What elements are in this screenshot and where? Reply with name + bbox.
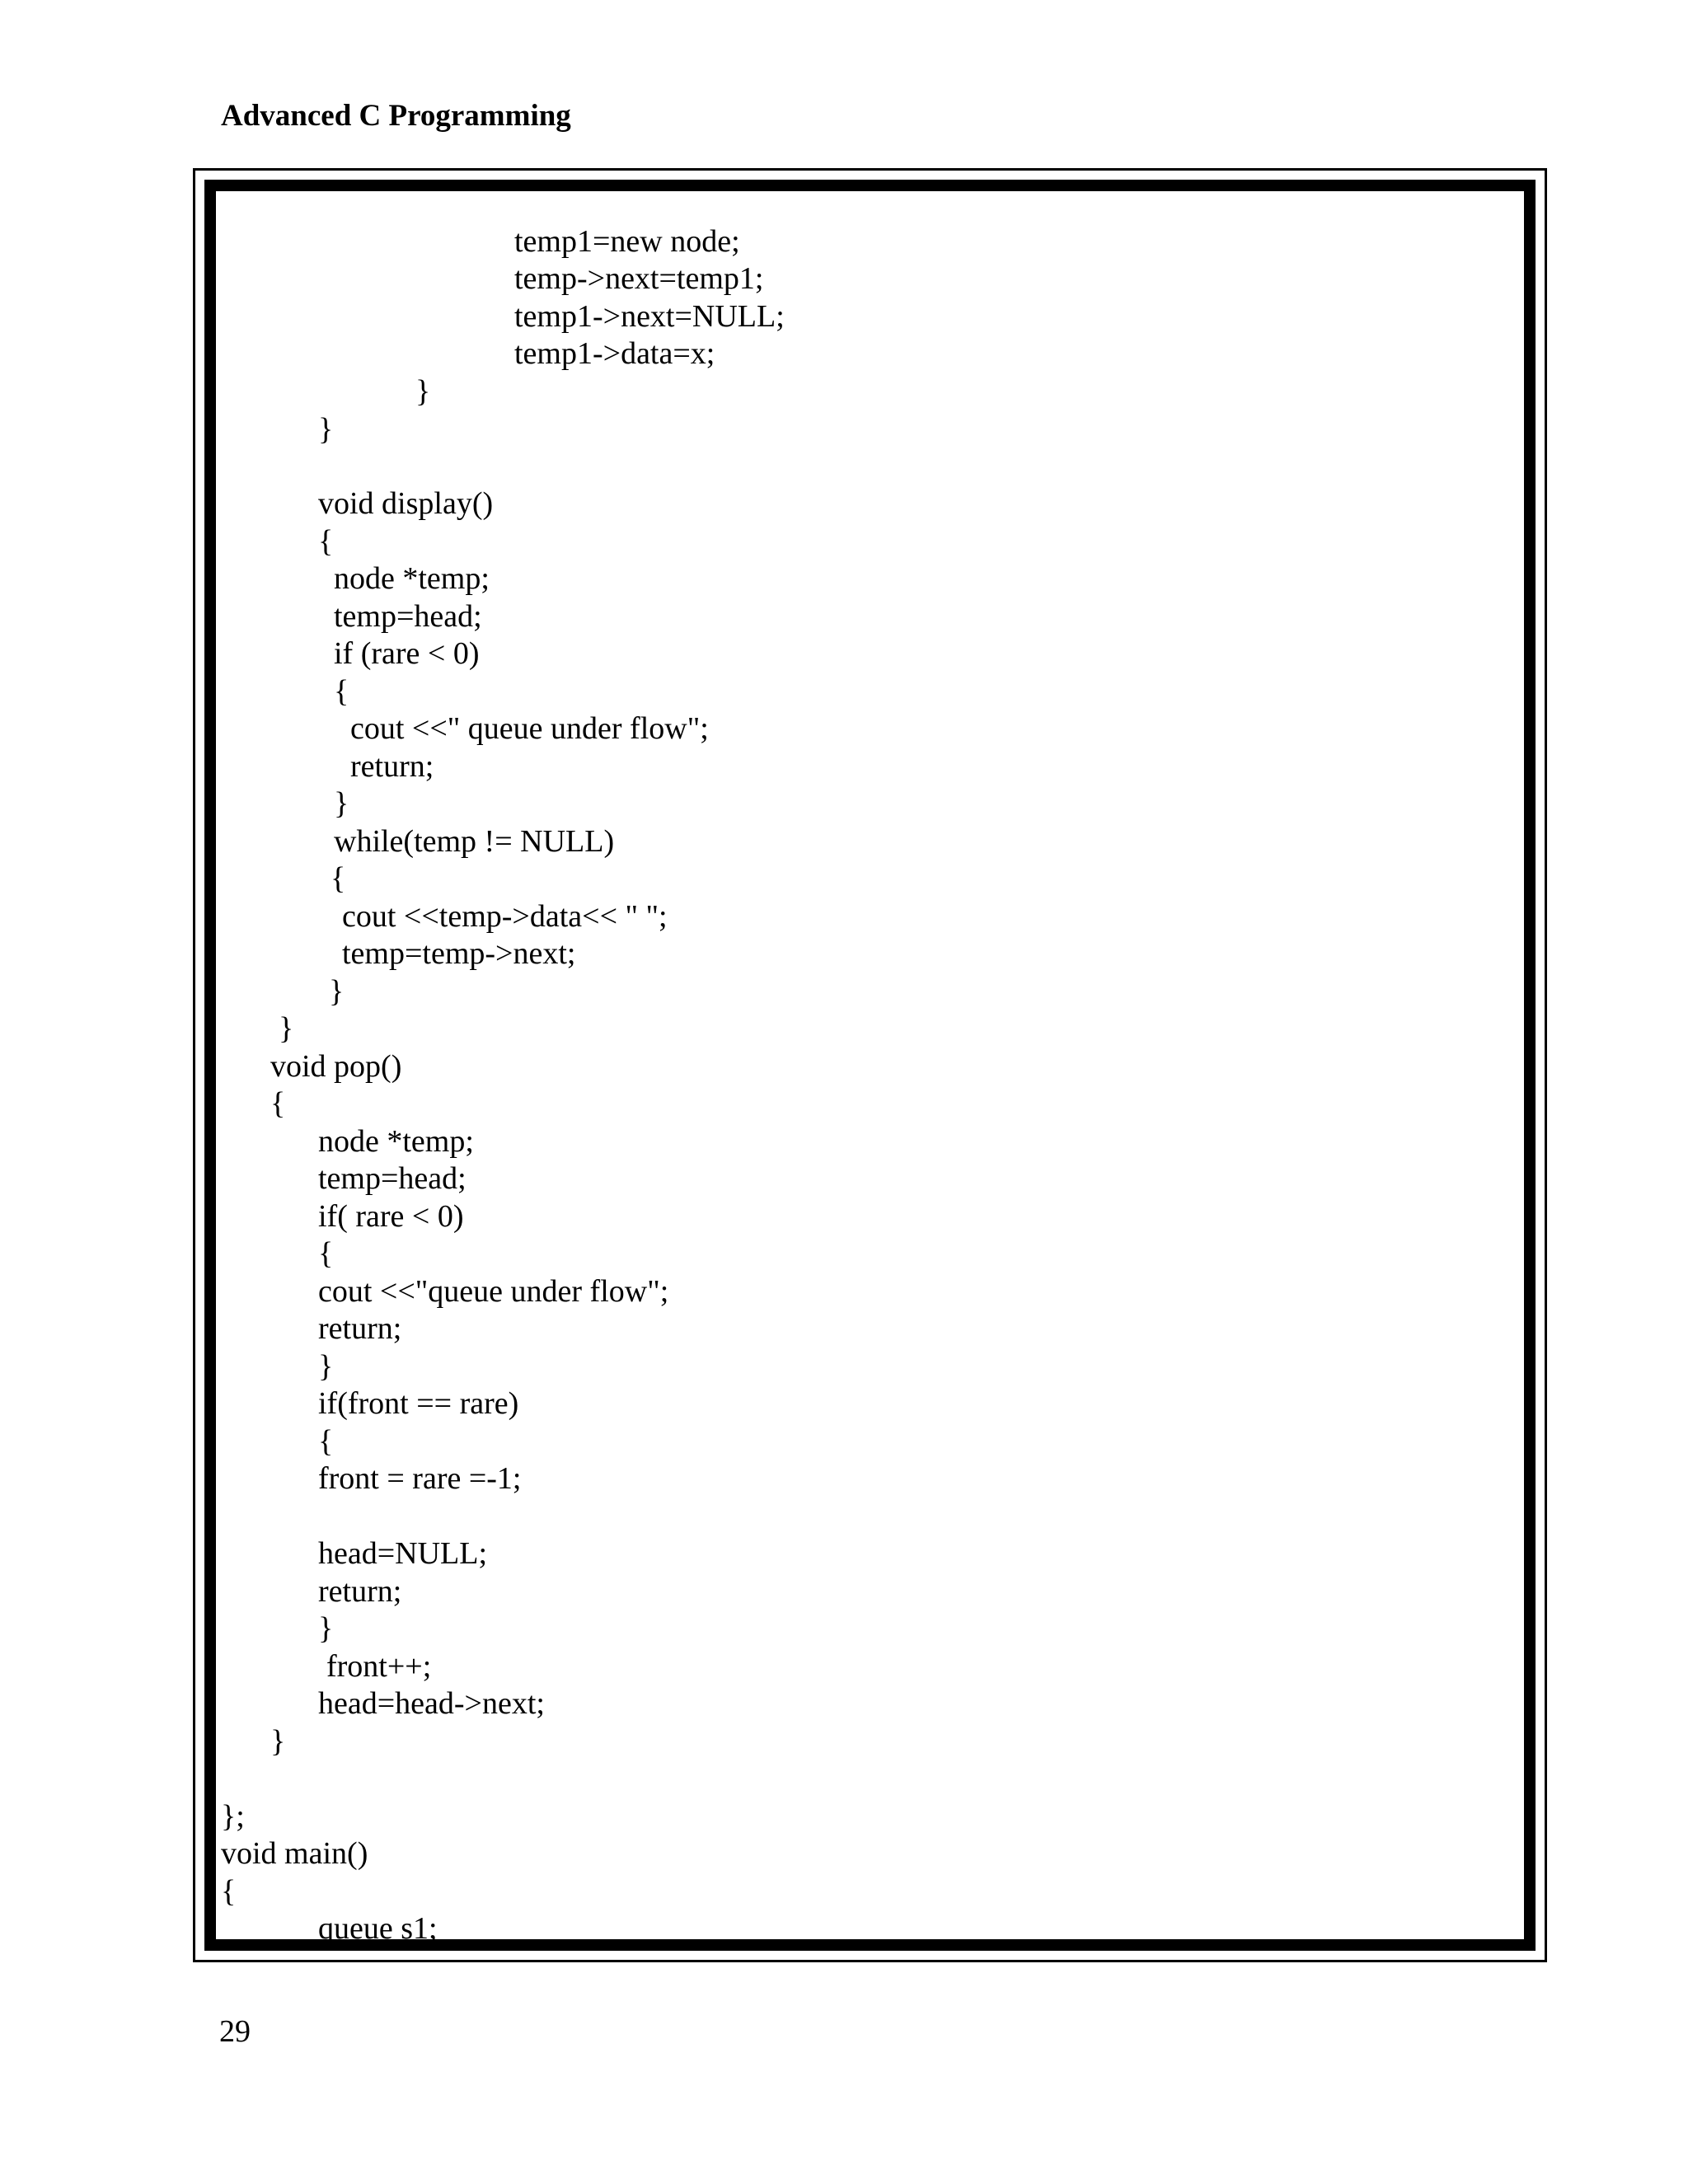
code-line: front = rare =-1; (318, 1461, 522, 1496)
code-line: } (279, 1011, 294, 1046)
page-header-title: Advanced C Programming (221, 99, 571, 133)
code-line: node *temp; (334, 561, 490, 596)
code-line: { (334, 674, 349, 709)
code-line: } (329, 974, 345, 1009)
code-line: front++; (326, 1649, 432, 1684)
code-line: { (270, 1086, 286, 1121)
code-line: } (415, 374, 431, 409)
code-line: if (rare < 0) (334, 636, 480, 671)
code-line: }; (221, 1799, 245, 1834)
code-line: return; (318, 1311, 402, 1346)
code-line: } (334, 786, 349, 821)
code-line: return; (318, 1574, 402, 1609)
code-line: } (318, 1349, 334, 1384)
code-line: { (331, 861, 346, 896)
code-line: temp=head; (334, 599, 482, 634)
code-line: { (221, 1874, 237, 1909)
code-line: { (318, 1424, 334, 1459)
code-line: while(temp != NULL) (334, 824, 615, 859)
code-line: temp1->data=x; (514, 336, 715, 371)
code-line: temp=temp->next; (342, 936, 576, 971)
code-line: { (318, 1236, 334, 1271)
code-line: temp->next=temp1; (514, 261, 764, 296)
code-line: if(front == rare) (318, 1386, 519, 1421)
code-line: void pop() (270, 1049, 402, 1084)
code-line: queue s1; (318, 1911, 438, 1946)
code-line: temp=head; (318, 1161, 467, 1196)
code-line: return; (350, 749, 434, 784)
code-line: head=NULL; (318, 1536, 488, 1571)
code-line: if( rare < 0) (318, 1199, 464, 1234)
page-number: 29 (219, 2014, 251, 2049)
code-line: node *temp; (318, 1124, 474, 1159)
code-line: void main() (221, 1836, 368, 1871)
code-line: head=head->next; (318, 1686, 545, 1721)
code-line: cout <<"queue under flow"; (318, 1274, 669, 1309)
code-line: cout <<" queue under flow"; (350, 711, 709, 746)
code-line: void display() (318, 486, 494, 521)
code-line: { (318, 524, 334, 559)
code-line: } (318, 412, 334, 447)
code-line: cout <<temp->data<< " "; (342, 899, 668, 934)
code-line: temp1=new node; (514, 224, 740, 259)
code-line: } (270, 1724, 286, 1759)
code-line: } (318, 1611, 334, 1646)
code-line: temp1->next=NULL; (514, 299, 785, 334)
